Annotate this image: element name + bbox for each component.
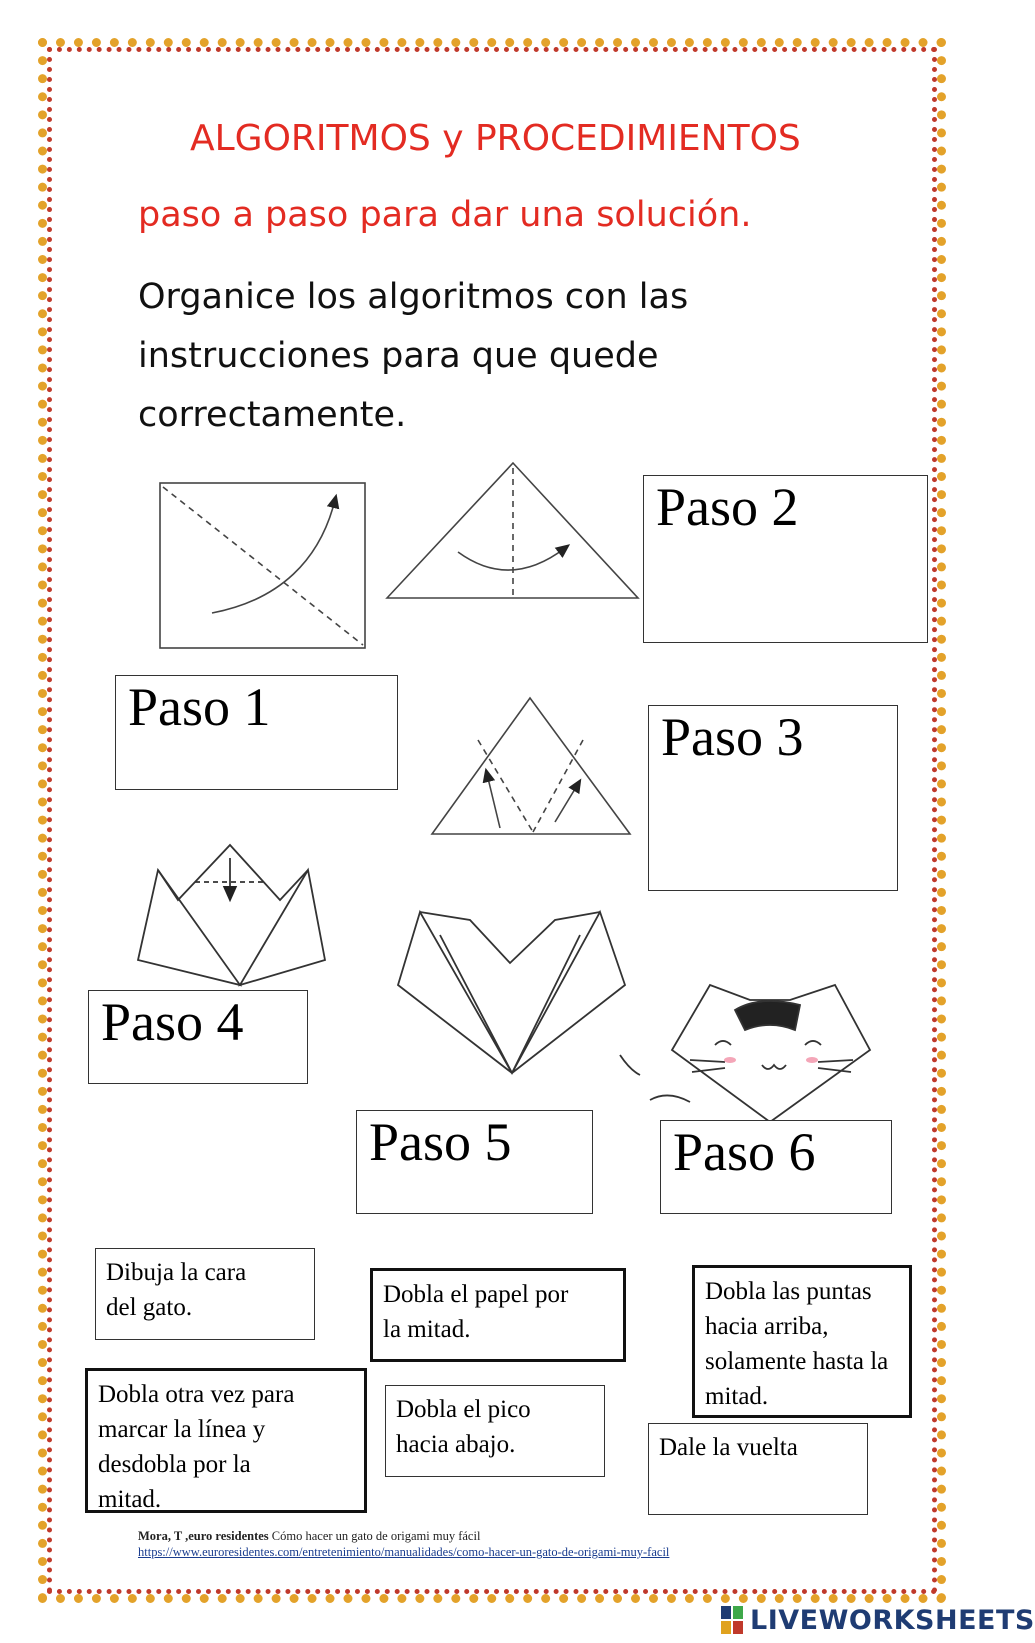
option-draw-face[interactable]: Dibuja la cara del gato. — [95, 1248, 315, 1340]
diagram-step3 — [432, 698, 630, 834]
diagram-step1 — [160, 483, 365, 648]
logo-text: LIVEWORKSHEETS — [750, 1604, 1035, 1636]
step-label: Paso 2 — [656, 477, 799, 537]
step-label: Paso 6 — [673, 1122, 816, 1182]
step-label: Paso 1 — [128, 677, 271, 737]
credit-url[interactable]: https://www.euroresidentes.com/entretenimiento/manualidades/como-hacer-un-gato-de-origami-muy-facil — [138, 1545, 670, 1559]
diagram-step6 — [620, 985, 870, 1122]
source-credit — [138, 1528, 669, 1560]
liveworksheets-logo — [720, 1603, 1035, 1637]
credit-article: Cómo hacer un gato de origami muy fácil — [268, 1529, 481, 1543]
step-label: Paso 5 — [369, 1112, 512, 1172]
page-title: ALGORITMOS y PROCEDIMIENTOS — [190, 118, 801, 159]
step-label: Paso 3 — [661, 707, 804, 767]
step-box-4[interactable] — [88, 990, 308, 1084]
diagram-step4 — [138, 845, 325, 985]
logo-icon — [720, 1605, 744, 1635]
step-box-3[interactable] — [648, 705, 898, 891]
option-fold-half[interactable]: Dobla el papel por la mitad. — [370, 1268, 626, 1362]
credit-author: Mora, T ,euro residentes — [138, 1529, 269, 1543]
option-fold-beak-down[interactable]: Dobla el pico hacia abajo. — [385, 1385, 605, 1477]
instructions-text: Organice los algoritmos con las instrucciones para que quede correctamente. — [138, 277, 689, 435]
page-subtitle: paso a paso para dar una solución. — [138, 195, 752, 235]
step-box-2[interactable] — [643, 475, 928, 643]
diagram-step5 — [398, 912, 625, 1073]
option-turn-over[interactable]: Dale la vuelta — [648, 1423, 868, 1515]
step-box-5[interactable] — [356, 1110, 593, 1214]
diagram-step2 — [387, 463, 638, 598]
step-label: Paso 4 — [101, 992, 244, 1052]
step-box-1[interactable] — [115, 675, 398, 790]
step-box-6[interactable] — [660, 1120, 892, 1214]
option-fold-tips-up[interactable]: Dobla las puntas hacia arriba, solamente hasta la mitad. — [692, 1265, 912, 1418]
option-fold-again[interactable]: Dobla otra vez para marcar la línea y desdobla por la mitad. — [85, 1368, 367, 1513]
